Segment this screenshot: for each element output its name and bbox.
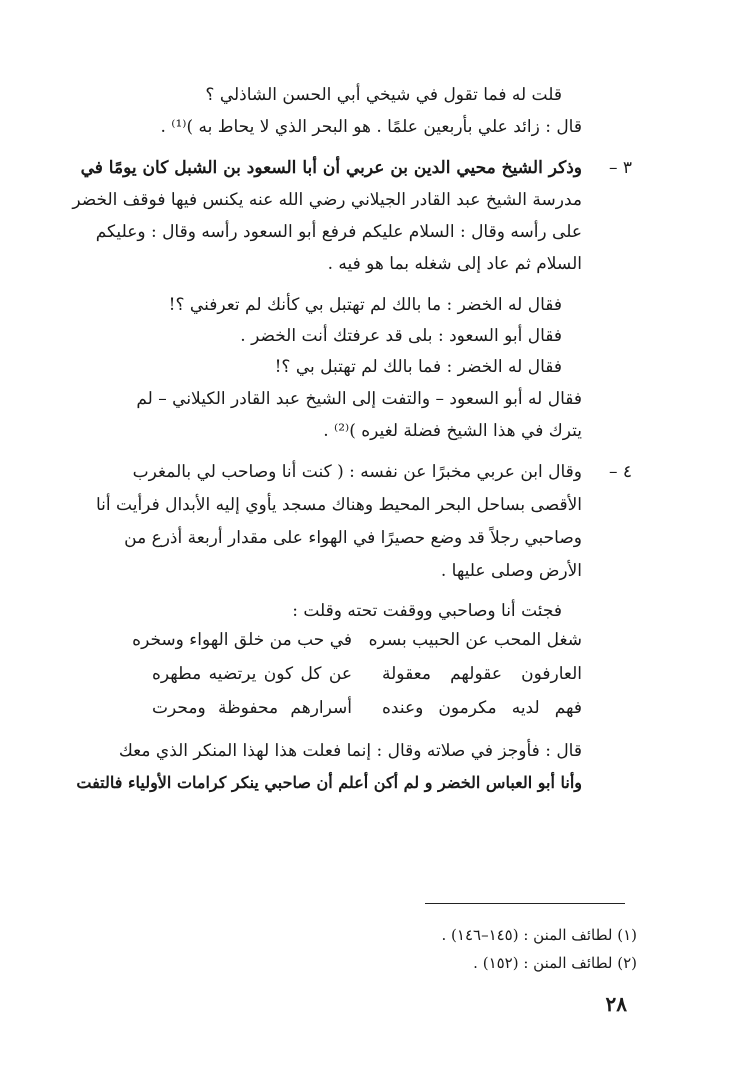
text-line: على رأسه وقال : السلام عليكم فرفع أبو السعود رأسه وقال : وعليكم (95, 222, 582, 242)
text-line: الأرض وصلى عليها . (440, 561, 582, 581)
paragraph-number: ٤ – (608, 462, 632, 482)
verse-first-half: العارفون عقولهم معقولة (382, 664, 582, 684)
text-line: وصاحبي رجلاً قد وضع حصيرًا في الهواء على مقدار أربعة أذرع من (124, 528, 582, 548)
footnote: (١) لطائف المنن : (١٤٥–١٤٦) . (441, 926, 637, 944)
verse-second-half: أسرارهم محفوظة ومحرت (152, 698, 352, 718)
verse-second-half: عن كل كون يرتضيه مطهره (152, 664, 352, 684)
text-line: فقال له أبو السعود – والتفت إلى الشيخ عبد القادر الكيلاني – لم (136, 389, 582, 409)
poem-verse (132, 630, 582, 656)
page-number: ٢٨ (605, 992, 627, 1016)
text-line: قال : زائد علي بأربعين علمًا . هو البحر الذي لا يحاط به )⁽¹⁾ . (160, 117, 582, 137)
verse-first-half: فهم لديه مكرمون وعنده (382, 698, 582, 718)
text-line: قال : فأوجز في صلاته وقال : إنما فعلت هذا لهذا المنكر الذي معك (118, 741, 582, 761)
text-line: وقال ابن عربي مخبرًا عن نفسه : ( كنت أنا وصاحب لي بالمغرب (132, 462, 582, 482)
verse-first-half: شغل المحب عن الحبيب بسره (368, 630, 582, 650)
text-line: السلام ثم عاد إلى شغله بما هو فيه . (327, 254, 582, 274)
text-line: وأنا أبو العباس الخضر و لم أكن أعلم أن صاحبي ينكر كرامات الأولياء فالتفت (76, 773, 582, 792)
text-line: يترك في هذا الشيخ فضلة لغيره )⁽²⁾ . (323, 421, 582, 441)
text-line: فقال له الخضر : فما بالك لم تهتبل بي ؟! (274, 357, 562, 377)
poem-verse (152, 698, 582, 724)
paragraph-number: ٣ – (608, 158, 632, 178)
verse-second-half: في حب من خلق الهواء وسخره (132, 630, 352, 650)
text-line: مدرسة الشيخ عبد القادر الجيلاني رضي الله عنه يكنس فيها فوقف الخضر (72, 190, 582, 210)
text-line: الأقصى بساحل البحر المحيط وهناك مسجد يأوي إليه الأبدال فرأيت أنا (96, 495, 582, 515)
footnote: (٢) لطائف المنن : (١٥٢) . (473, 954, 637, 972)
poem-verse (152, 664, 582, 690)
text-line: قلت له فما تقول في شيخي أبي الحسن الشاذلي ؟ (205, 85, 562, 105)
text-line: فقال أبو السعود : بلى قد عرفتك أنت الخضر . (240, 326, 562, 346)
text-line: وذكر الشيخ محيي الدين بن عربي أن أبا السعود بن الشبل كان يومًا في (80, 158, 582, 178)
text-line: فجئت أنا وصاحبي ووقفت تحته وقلت : (292, 601, 562, 621)
text-line: فقال له الخضر : ما بالك لم تهتبل بي كأنك لم تعرفني ؟! (168, 295, 562, 315)
footnote-divider (425, 903, 625, 904)
